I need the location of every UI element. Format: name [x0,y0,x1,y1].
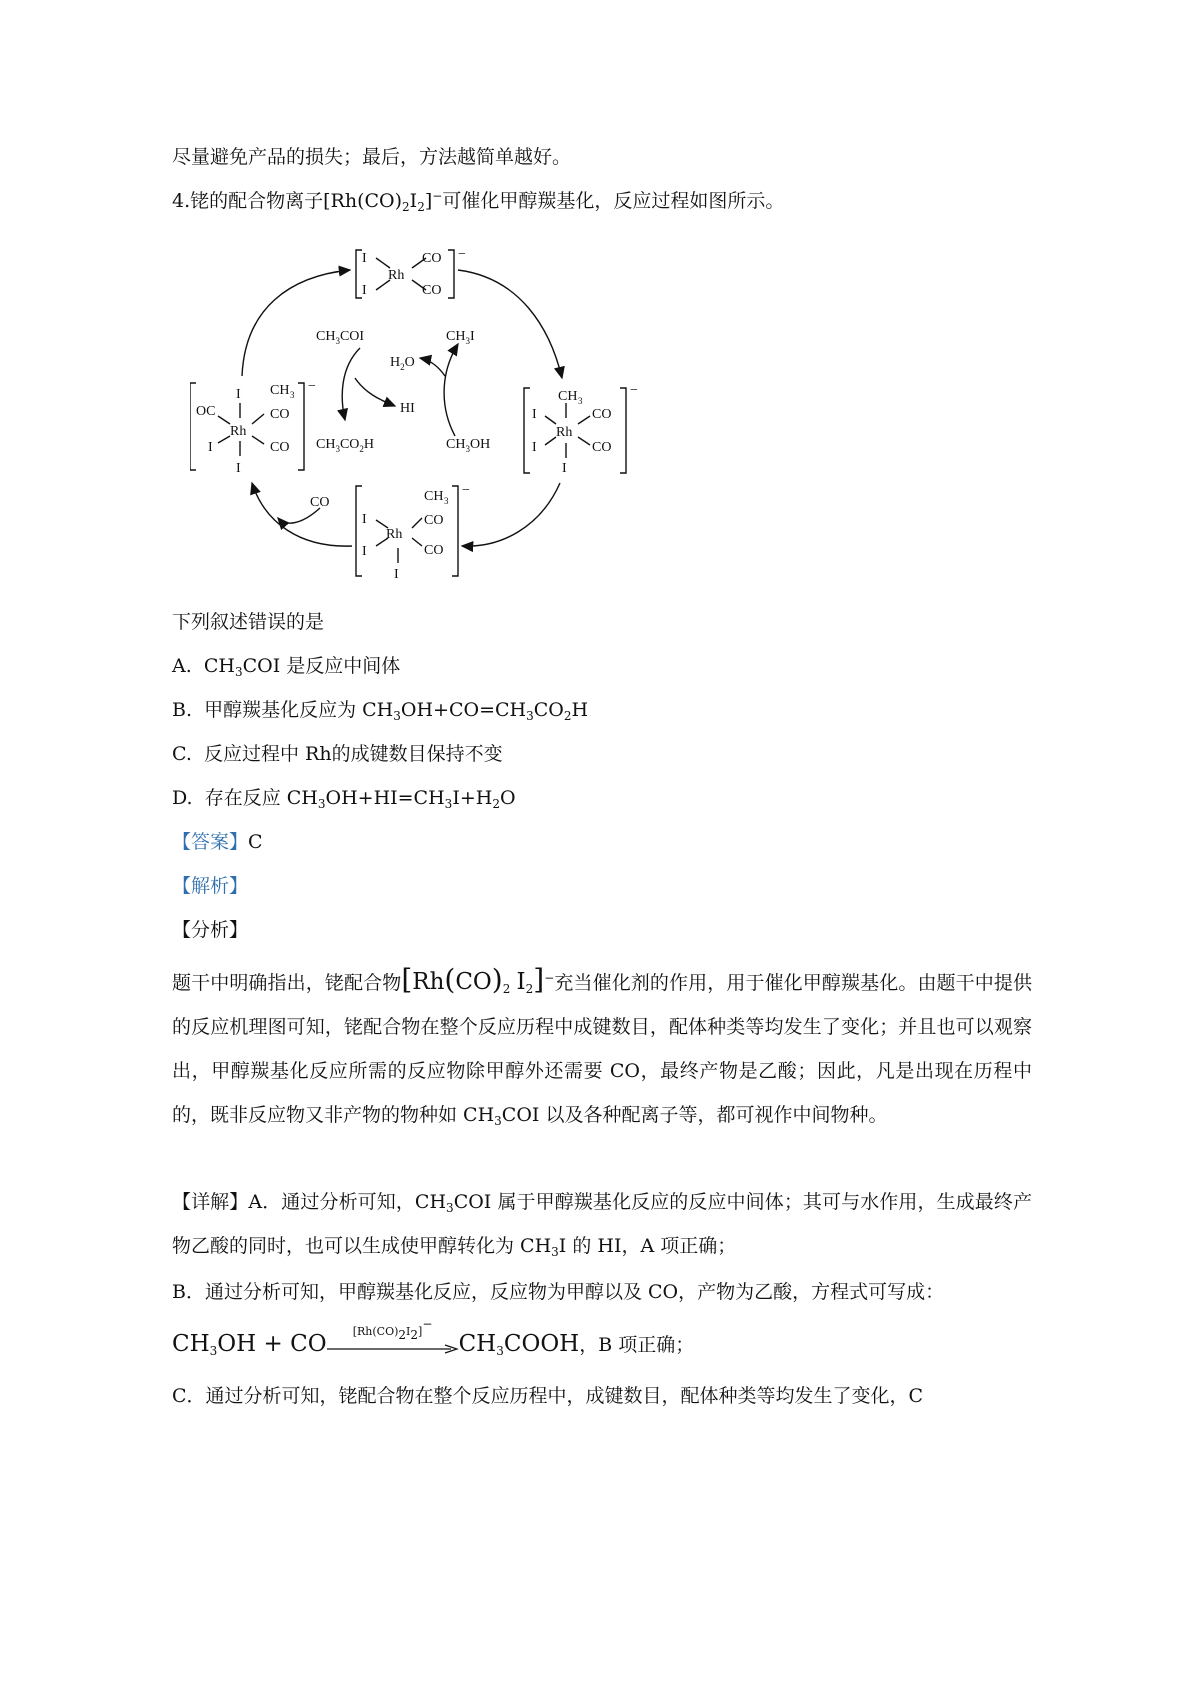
jiexi-label: 【解析】 [172,875,249,897]
catalytic-cycle-diagram [190,248,710,638]
svg-text:3: 3 [290,390,295,400]
label-hi: HI [400,401,415,416]
right-complex-co2: CO [592,440,612,455]
question-stem: 4.铑的配合物离子$[Rh(CO)_2I_2]^-$可催化甲醇羰基化，反应过程如图所示。 [172,189,785,214]
option-c: C. 反应过程中 Rh的成键数目保持不变 [172,743,503,765]
right-complex-charge: − [630,383,638,398]
bottom-complex-co1: CO [424,513,444,528]
bottom-complex-rh: Rh [386,527,403,542]
equation-arrow: $[Rh(CO)_2I_2]^-$ [327,1332,459,1360]
detail-a: 【详解】A．通过分析可知，$CH_3COI$ 属于甲醇羰基化反应的反应中间体；其可与水作用，生成最终产物乙酸的同时，也可以生成使甲醇转化为 $CH_3I$ 的 HI，A 项正确； [172,1191,1032,1259]
top-complex-rh: Rh [388,268,405,283]
detail-b: B．通过分析可知，甲醇羰基化反应，反应物为甲醇以及 CO，产物为乙酸，方程式可写成： [172,1281,945,1303]
bottom-complex-co2: CO [424,543,444,558]
svg-text:3: 3 [444,496,449,506]
label-h2o: $H_2O$ [390,355,415,372]
right-complex-i3: I [562,461,567,476]
bottom-complex-charge: − [462,483,470,498]
top-complex-charge: − [458,248,466,262]
detail-c: C．通过分析可知，铑配合物在整个反应历程中，成键数目，配体种类等均发生了变化，C [172,1385,924,1407]
fenxi-label: 【分析】 [172,919,249,941]
option-a: A. $CH_3COI$ 是反应中间体 [172,655,401,679]
top-complex-co1: CO [422,251,442,266]
top-complex-i2: I [362,283,367,298]
left-complex-co1: CO [270,407,290,422]
left-complex-co2: CO [270,440,290,455]
bottom-complex-ch3: CH [424,489,444,504]
answer-value: C [248,831,263,853]
label-ch3coi: $CH_3COI$ [316,329,365,346]
left-complex-i2: I [208,440,213,455]
label-ch3i: $CH_3I$ [446,329,475,346]
analysis-paragraph: 题干中明确指出，铑配合物[$Rh(CO)_2$ $I_2]^-$充当催化剂的作用，用于催化甲醇羰基化。由题干中提供的反应机理图可知，铑配合物在整个反应历程中成键数目，配体种类等均发生了变化；并且也可以观察出，甲醇羰基化反应所需的反应物除甲醇外还需要 CO，最终产物是乙酸；因此，凡是出现在历程中的，既非反应物又非产物的物种如 $CH_3COI$ 以及各种配离子等，都可视作中间物种。 [172,963,1032,1128]
right-complex-co1: CO [592,407,612,422]
top-complex-i1: I [362,251,367,266]
label-ch3co2h: $CH_3CO_2H$ [316,437,375,454]
equation: $CH_3OH$ + CO $[Rh(CO)_2I_2]^-$ $CH_3COOH$，B 项正确； [172,1317,695,1358]
label-ch3oh: $CH_3OH$ [446,437,491,454]
bottom-complex-i3: I [394,567,399,582]
left-complex-oc: OC [196,404,216,419]
answer-label: 【答案】 [172,831,249,853]
left-complex-i-top: I [236,387,241,402]
bottom-complex-i2: I [362,544,367,559]
left-complex-rh: Rh [230,424,247,439]
right-complex-ch3: CH [558,389,578,404]
top-complex-co2: CO [422,283,442,298]
answer-line [172,828,263,856]
question-prompt: 下列叙述错误的是 [172,611,325,633]
svg-text:3: 3 [578,396,583,406]
label-co-in: CO [310,495,330,510]
option-b: B. 甲醇羰基化反应为 $CH_3OH+CO=CH_3CO_2H$ [172,699,589,723]
left-complex-charge: − [308,379,316,394]
right-complex-rh: Rh [556,425,573,440]
left-complex-i3: I [236,461,241,476]
option-d: D. 存在反应 $CH_3OH+HI=CH_3I+H_2O$ [172,787,516,811]
bottom-complex-i1: I [362,512,367,527]
left-complex-ch3: CH [270,383,290,398]
right-complex-i1: I [532,407,537,422]
intro-text: 尽量避免产品的损失；最后，方法越简单越好。 [172,146,572,168]
right-complex-i2: I [532,440,537,455]
